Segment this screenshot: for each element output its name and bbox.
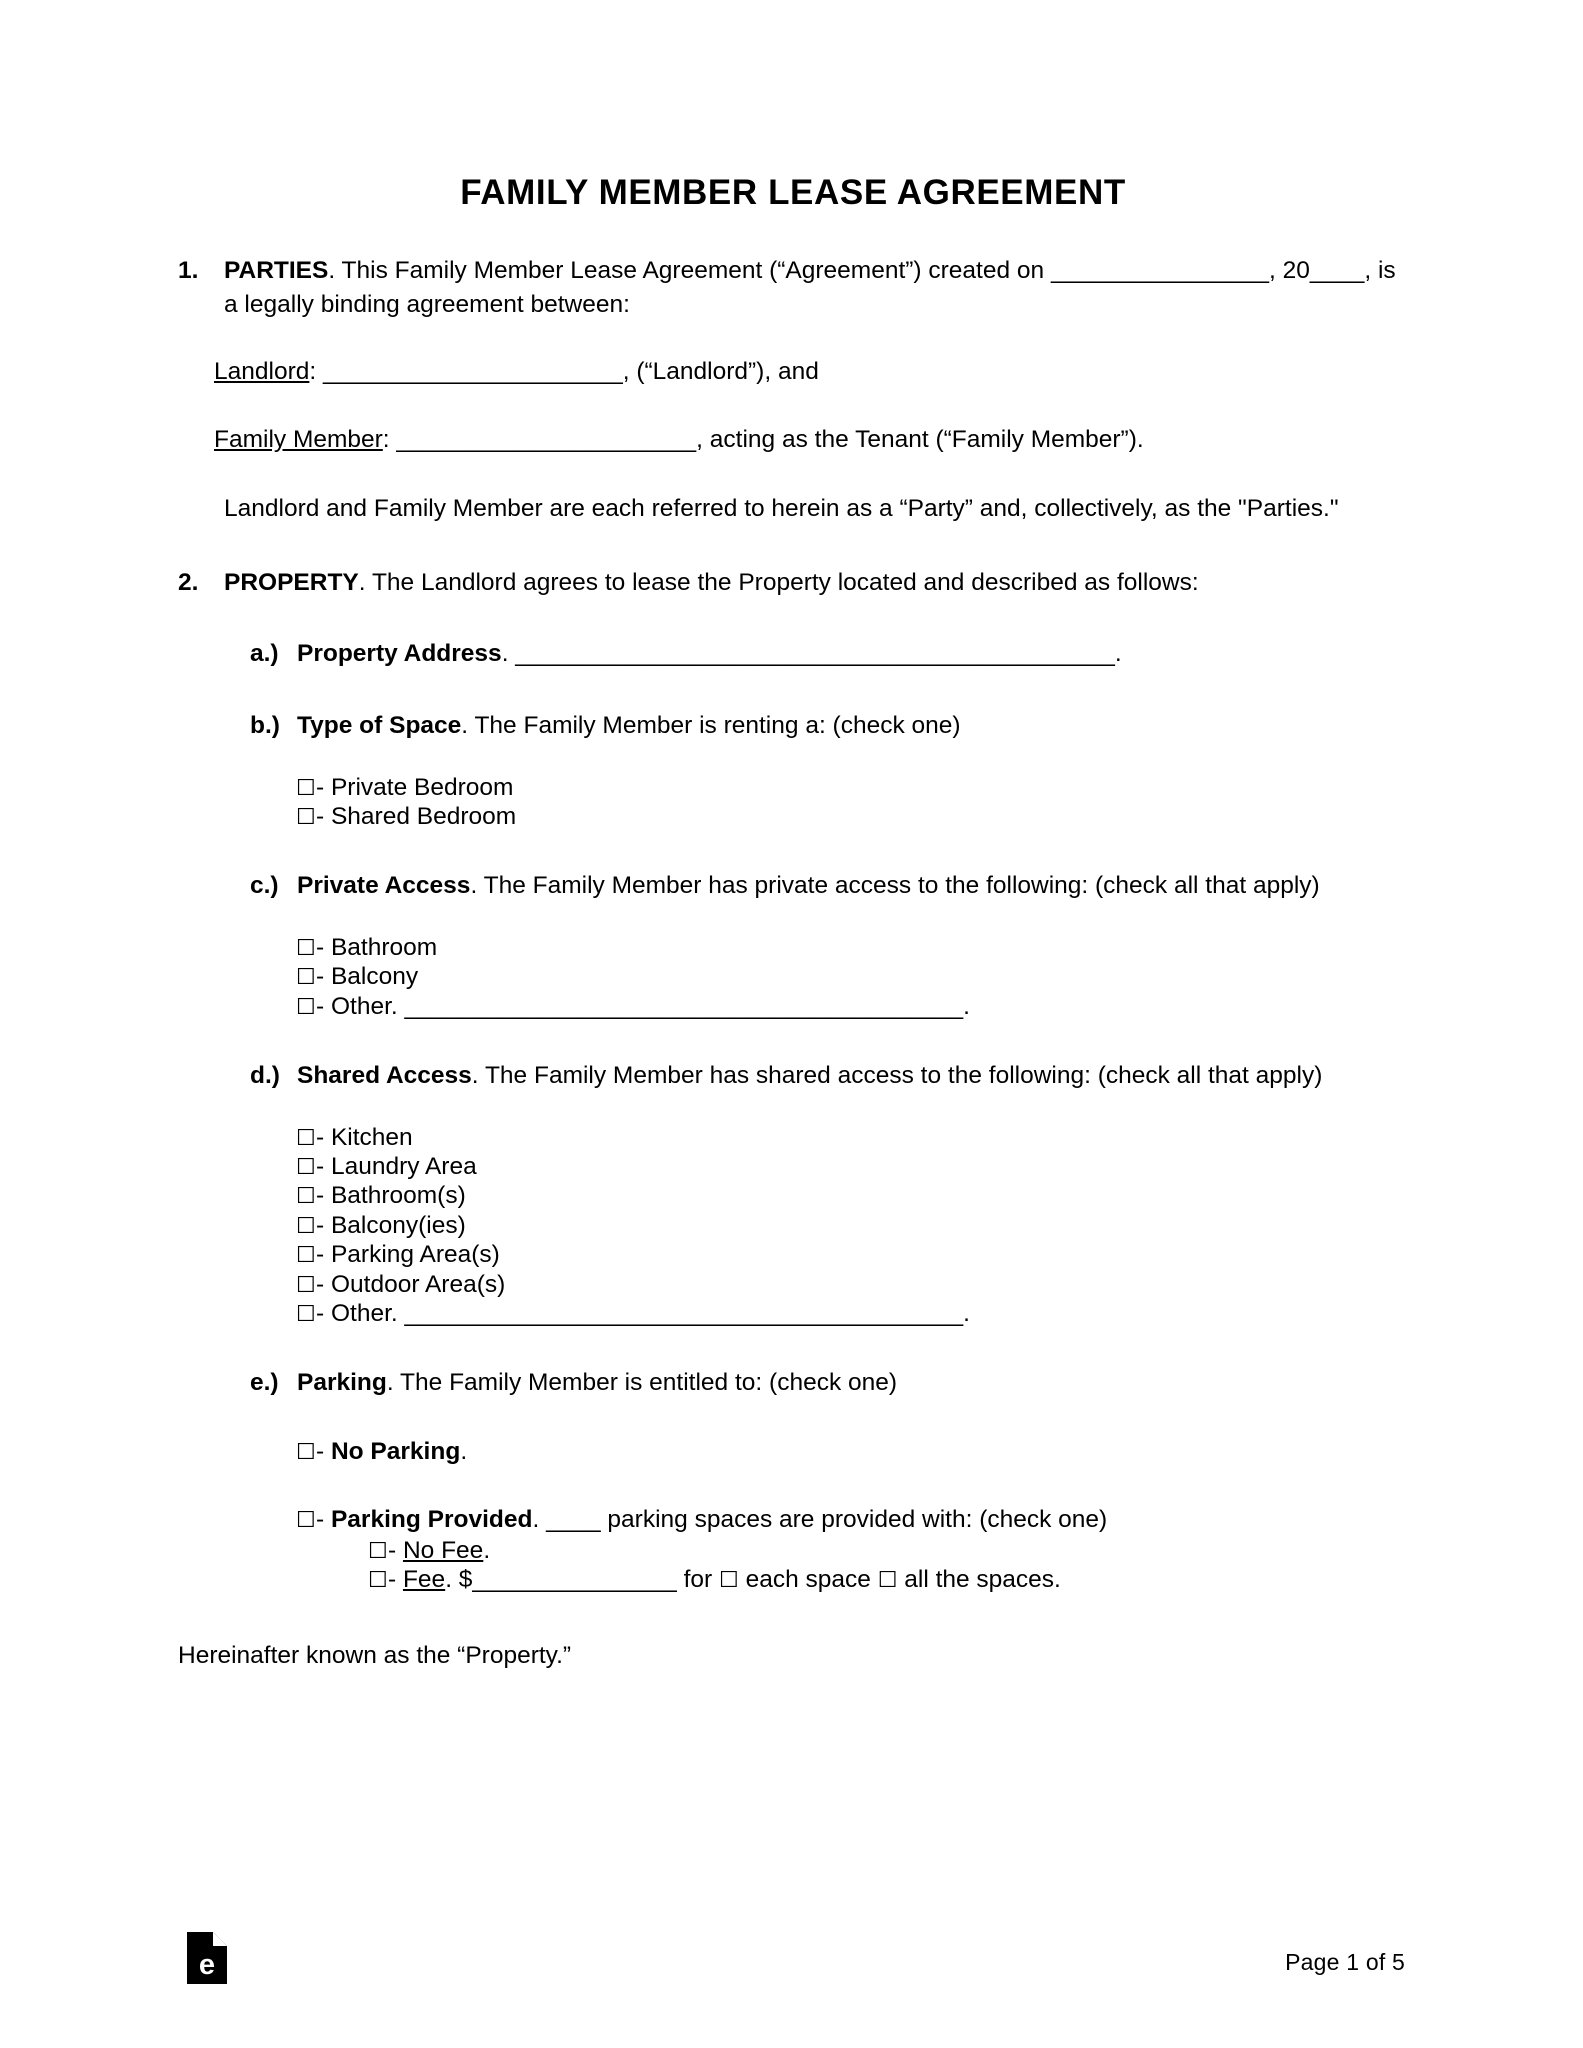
clause-property-body <box>224 566 1408 600</box>
type-of-space-body <box>297 709 1408 743</box>
parties-definition-paragraph: Landlord and Family Member are each referred to herein as a “Party” and, collectively, as the "Parties." <box>224 495 1339 523</box>
option-label: - Laundry Area <box>316 1152 477 1180</box>
checkbox-icon[interactable]: ☐ <box>368 1538 388 1564</box>
checkbox-option-outdoor-areas[interactable] <box>296 1270 1408 1299</box>
type-of-space-heading: Type of Space <box>297 711 462 739</box>
shared-access-options <box>296 1123 1408 1329</box>
checkbox-option-bathrooms[interactable] <box>296 1181 1408 1210</box>
checkbox-option-parking-areas[interactable] <box>296 1240 1408 1269</box>
checkbox-option-no-parking[interactable] <box>296 1436 1408 1468</box>
private-access-options <box>296 933 1408 1021</box>
page-footer <box>0 1924 1583 1984</box>
parking-provided-dash: - <box>316 1505 331 1533</box>
fee-all-spaces-label: all the spaces. <box>897 1566 1061 1594</box>
subclause-letter-b: b.) <box>250 711 280 739</box>
option-label: - Other. _________________________________________. <box>316 992 970 1020</box>
private-access-text: . The Family Member has private access to the following: (check all that apply) <box>470 872 1320 900</box>
subclause-parking <box>250 1366 1408 1400</box>
svg-text:e: e <box>198 1949 216 1981</box>
private-access-body <box>297 869 1408 903</box>
parking-provided-tail[interactable]: . ____ parking spaces are provided with: (check one) <box>532 1505 1108 1533</box>
option-label: - Outdoor Area(s) <box>316 1270 506 1298</box>
checkbox-option-private-bedroom[interactable] <box>296 773 1408 802</box>
subclause-private-access <box>250 869 1408 903</box>
landlord-label: Landlord <box>214 358 310 386</box>
hereinafter-property-text: Hereinafter known as the “Property.” <box>178 1642 572 1670</box>
parking-provided-label: Parking Provided <box>330 1505 533 1533</box>
checkbox-icon[interactable]: ☐ <box>296 1154 316 1180</box>
checkbox-option-shared-bedroom[interactable] <box>296 802 1408 831</box>
option-label: - Parking Area(s) <box>316 1241 500 1269</box>
document-content <box>178 0 1408 1673</box>
fee-amount-blank[interactable]: . $_______________ for <box>445 1566 720 1594</box>
family-member-label: Family Member <box>214 425 383 453</box>
property-address-body <box>297 637 1408 671</box>
no-fee-dash: - <box>388 1536 403 1564</box>
checkbox-icon[interactable]: ☐ <box>296 1243 316 1269</box>
shared-access-text: . The Family Member has shared access to the following: (check all that apply) <box>471 1062 1323 1090</box>
checkbox-icon[interactable]: ☐ <box>296 1125 316 1151</box>
family-member-blank[interactable]: : ______________________, acting as the Tenant (“Family Member”). <box>382 425 1144 453</box>
no-parking-tail: . <box>460 1437 468 1465</box>
page-number-label: Page 1 of 5 <box>1285 1949 1405 1975</box>
option-label: - Balcony <box>316 963 419 991</box>
subclause-type-of-space <box>250 709 1408 743</box>
clause-number-2: 2. <box>178 568 199 596</box>
checkbox-option-other-private[interactable] <box>296 992 1408 1021</box>
subclause-letter-d: d.) <box>250 1062 280 1090</box>
shared-access-heading: Shared Access <box>297 1062 472 1090</box>
landlord-line <box>214 355 1408 389</box>
option-label: - Bathroom <box>316 933 438 961</box>
checkbox-icon[interactable]: ☐ <box>296 1213 316 1239</box>
checkbox-icon[interactable]: ☐ <box>296 1301 316 1327</box>
option-label: - Balcony(ies) <box>316 1211 466 1239</box>
type-of-space-text: . The Family Member is renting a: (check one) <box>461 711 961 739</box>
checkbox-option-balcony[interactable] <box>296 962 1408 991</box>
subclause-property-address <box>250 637 1408 671</box>
shared-access-body <box>297 1059 1408 1093</box>
checkbox-option-kitchen[interactable] <box>296 1123 1408 1152</box>
property-address-blank[interactable]: . ____________________________________________. <box>501 640 1122 668</box>
parking-body <box>297 1366 1408 1400</box>
property-address-heading: Property Address <box>297 640 502 668</box>
checkbox-icon[interactable]: ☐ <box>296 965 316 991</box>
checkbox-icon[interactable]: ☐ <box>296 1184 316 1210</box>
page-title: FAMILY MEMBER LEASE AGREEMENT <box>460 173 1126 212</box>
family-member-line <box>214 423 1408 457</box>
parking-text: . The Family Member is entitled to: (check one) <box>386 1369 898 1397</box>
option-label: - Other. _________________________________________. <box>316 1299 970 1327</box>
clause-number-1: 1. <box>178 257 199 284</box>
subclause-letter-e: e.) <box>250 1369 279 1397</box>
fee-each-space-label: each space <box>738 1566 878 1594</box>
checkbox-icon[interactable]: ☐ <box>368 1568 388 1594</box>
clause-parties <box>178 254 1408 321</box>
no-parking-label: No Parking <box>330 1437 461 1465</box>
clause-parties-text: . This Family Member Lease Agreement (“Agreement”) created on ________________, 20____, is a legally binding agreement between: <box>224 257 1396 318</box>
parking-provided-block <box>296 1504 1408 1596</box>
subclause-shared-access <box>250 1059 1408 1093</box>
clause-parties-heading: PARTIES <box>224 257 329 284</box>
type-of-space-options <box>296 773 1408 832</box>
checkbox-icon-all-spaces[interactable]: ☐ <box>877 1568 898 1594</box>
checkbox-option-bathroom[interactable] <box>296 933 1408 962</box>
checkbox-option-laundry-area[interactable] <box>296 1152 1408 1181</box>
subclause-letter-c: c.) <box>250 872 279 900</box>
checkbox-icon[interactable]: ☐ <box>296 775 316 801</box>
landlord-blank[interactable]: : ______________________, (“Landlord”), and <box>309 358 819 386</box>
checkbox-icon[interactable]: ☐ <box>296 1272 316 1298</box>
fee-label: Fee <box>402 1566 446 1594</box>
clause-property-text: . The Landlord agrees to lease the Property located and described as follows: <box>358 568 1199 596</box>
no-fee-label: No Fee <box>402 1536 484 1564</box>
checkbox-icon[interactable]: ☐ <box>296 935 316 961</box>
checkbox-option-balconies[interactable] <box>296 1211 1408 1240</box>
eforms-logo-icon <box>187 1932 227 1984</box>
parking-heading: Parking <box>297 1369 387 1397</box>
option-label: - Kitchen <box>316 1123 413 1151</box>
checkbox-icon-each-space[interactable]: ☐ <box>719 1568 739 1594</box>
checkbox-icon[interactable]: ☐ <box>296 1507 316 1533</box>
subclause-letter-a: a.) <box>250 640 279 668</box>
checkbox-option-other-shared[interactable] <box>296 1299 1408 1328</box>
option-label: - Shared Bedroom <box>316 802 517 830</box>
clause-property-heading: PROPERTY <box>224 568 359 596</box>
no-parking-dash: - <box>316 1437 331 1465</box>
checkbox-icon[interactable]: ☐ <box>296 1439 316 1465</box>
option-label: - Private Bedroom <box>316 773 514 801</box>
checkbox-icon[interactable]: ☐ <box>296 804 316 830</box>
no-fee-tail: . <box>483 1536 491 1564</box>
checkbox-option-parking-provided[interactable] <box>296 1504 1408 1536</box>
checkbox-icon[interactable]: ☐ <box>296 994 316 1020</box>
fee-dash: - <box>388 1566 403 1594</box>
option-label: - Bathroom(s) <box>316 1182 466 1210</box>
checkbox-option-no-fee[interactable] <box>368 1536 1408 1566</box>
checkbox-option-fee[interactable] <box>368 1565 1408 1595</box>
clause-parties-body <box>224 254 1408 321</box>
private-access-heading: Private Access <box>297 872 471 900</box>
clause-property <box>178 566 1408 600</box>
